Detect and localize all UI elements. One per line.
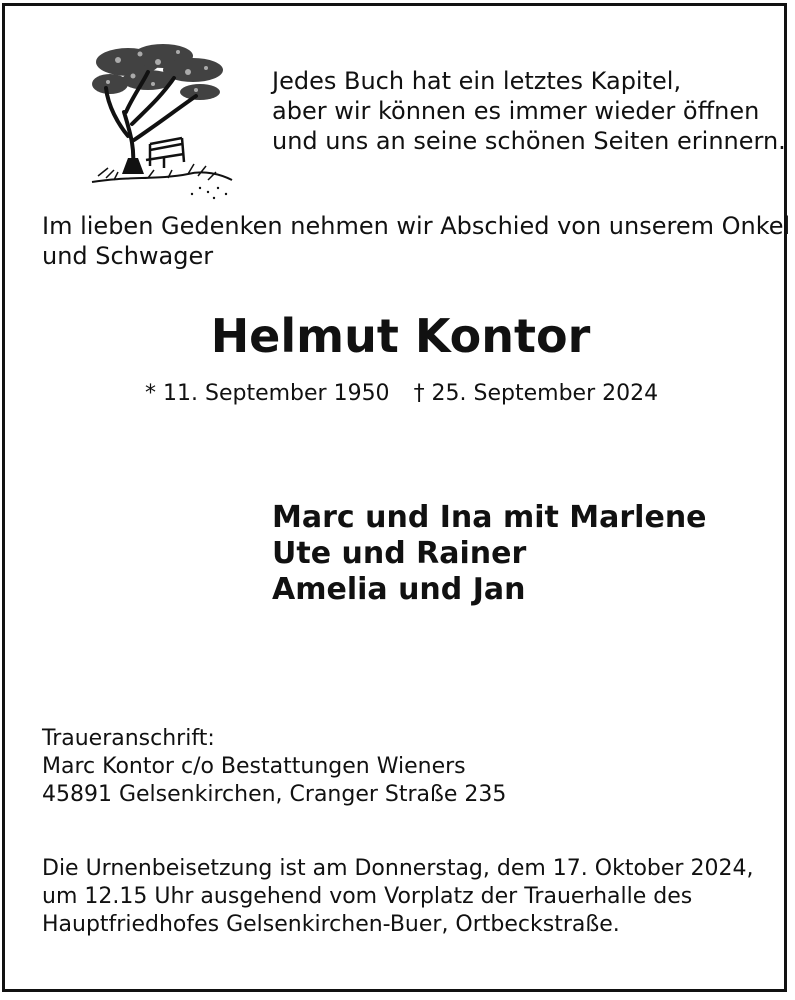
intro-line: Im lieben Gedenken nehmen wir Abschied von unserem Onkel [42, 212, 791, 240]
quote-line: aber wir können es immer wieder öffnen [272, 97, 760, 125]
intro-text [42, 211, 790, 271]
address-line: Marc Kontor c/o Bestattungen Wieners [42, 754, 466, 779]
quote-line: Jedes Buch hat ein letztes Kapitel, [272, 67, 682, 95]
death-date: † 25. September 2024 [413, 381, 659, 406]
address-label: Traueranschrift: [42, 726, 215, 751]
funeral-info [42, 855, 753, 939]
family-line: Marc und Ina mit Marlene [272, 500, 707, 535]
family-line: Ute und Rainer [272, 536, 527, 571]
quote-text [272, 66, 786, 156]
funeral-line: um 12.15 Uhr ausgehend vom Vorplatz der Trauerhalle des [42, 884, 693, 909]
mourning-address [42, 725, 506, 809]
deceased-name: Helmut Kontor [210, 309, 591, 363]
family-line: Amelia und Jan [272, 572, 526, 607]
intro-line: und Schwager [42, 242, 214, 270]
tree-with-bench-icon [88, 40, 236, 200]
life-dates [145, 379, 658, 409]
birth-date: * 11. September 1950 [145, 381, 390, 406]
quote-line: und uns an seine schönen Seiten erinnern. [272, 127, 786, 155]
family-names [272, 500, 707, 608]
address-line: 45891 Gelsenkirchen, Cranger Straße 235 [42, 782, 507, 807]
funeral-line: Die Urnenbeisetzung ist am Donnerstag, dem 17. Oktober 2024, [42, 856, 754, 881]
funeral-line: Hauptfriedhofes Gelsenkirchen-Buer, Ortbeckstraße. [42, 912, 620, 937]
